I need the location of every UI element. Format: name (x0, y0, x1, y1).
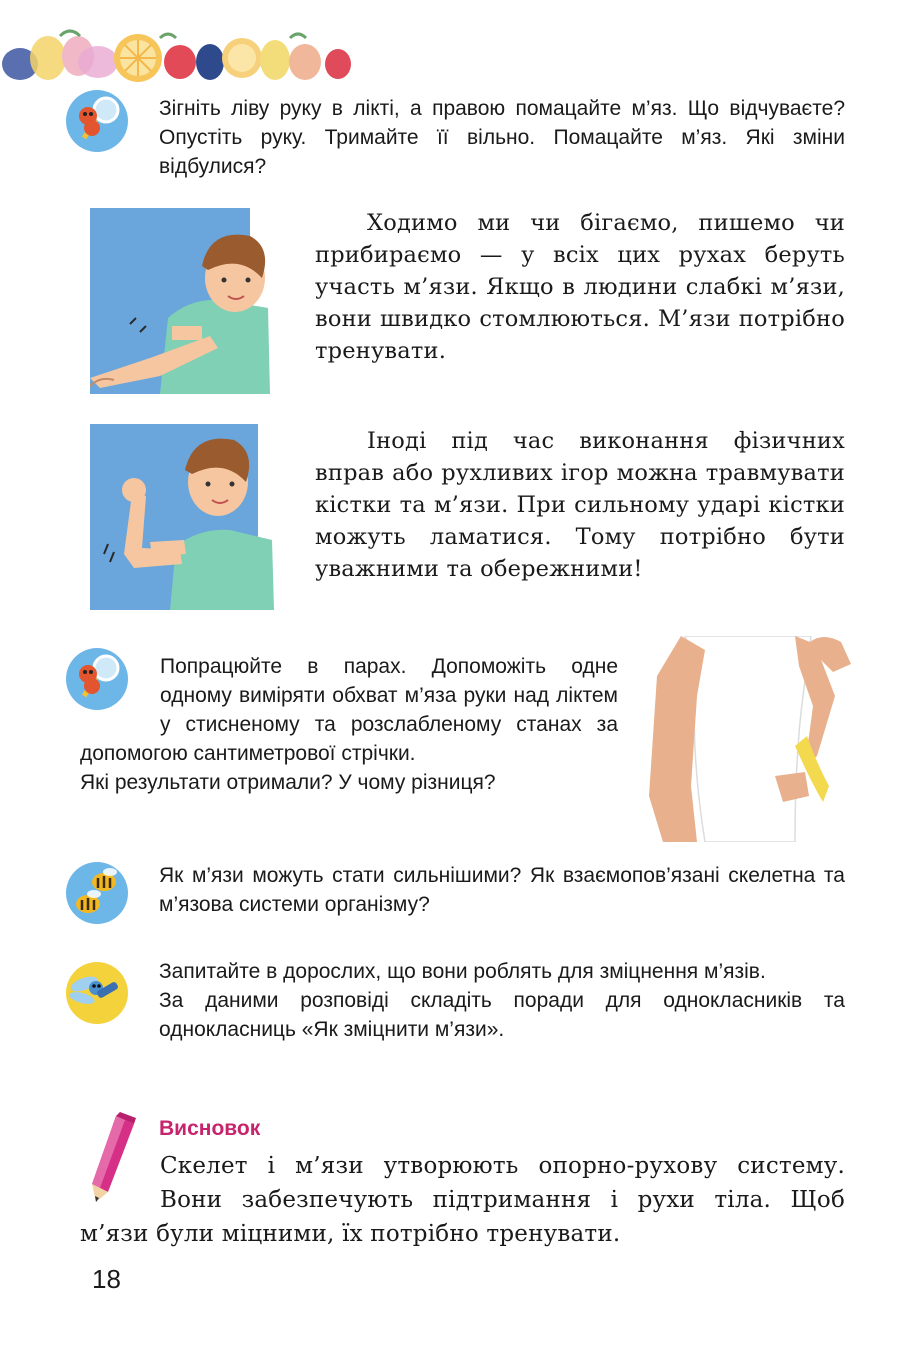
task1-text: Зігніть ліву руку в лікті, а правою помацайте м’яз. Що відчуваєте? Опустіть руку. Тримайте її вільно. Помацайте м’яз. Які зміни відбулися? (159, 97, 845, 178)
task4-text (159, 957, 845, 1044)
paragraph-muscles-movement: Ходимо ми чи бігаємо, пишемо чи прибираємо — у всіх цих рухах беруть участь м’язи. Якщо в людини слабкі м’язи, вони швидко стомлюються. М’язи потрібно тренувати. (315, 210, 845, 364)
ant-magnifier-icon (66, 90, 128, 152)
task2-text (80, 652, 618, 797)
task2-question: Які результати отримали? У чому різниця? (80, 771, 496, 794)
task2-instruction: Попрацюйте в парах. Допоможіть одне одному виміряти обхват м’яза руки над ліктем у стисненому та розслабленому станах за допомогою сантиметрової стрічки. (80, 655, 618, 765)
paragraph-injury-caution: Іноді під час виконання фізичних вправ або рухливих ігор можна травмувати кістки та м’язи. При сильному ударі кістки можуть ламатися. Тому потрібно бути уважними та обережними! (315, 428, 845, 582)
bees-icon (66, 862, 128, 924)
conclusion-body: Скелет і м’язи утворюють опорно-рухову систему. Вони забезпечують підтримання і рухи тіла. Щоб м’язи були міцними, їх потрібно тренувати. (80, 1153, 845, 1247)
conclusion-heading: Висновок (159, 1117, 261, 1140)
fruit-border (0, 22, 360, 82)
task4-assignment: За даними розповіді складіть поради для однокласників та однокласниць «Як зміцнити м’язи». (159, 989, 845, 1041)
task4-question: Запитайте в дорослих, що вони роблять для зміцнення м’язів. (159, 960, 766, 983)
conclusion-text (80, 1149, 845, 1251)
boy-touching-arm-illustration (90, 208, 285, 394)
task3-text: Як м’язи можуть стати сильнішими? Як взаємопов’язані скелетна та м’язова системи організму? (159, 864, 845, 916)
boy-flexing-arm-illustration (90, 424, 285, 610)
biceps-measuring-photo (645, 636, 858, 842)
page-number: 18 (92, 1264, 121, 1294)
dragonfly-icon (66, 962, 128, 1024)
